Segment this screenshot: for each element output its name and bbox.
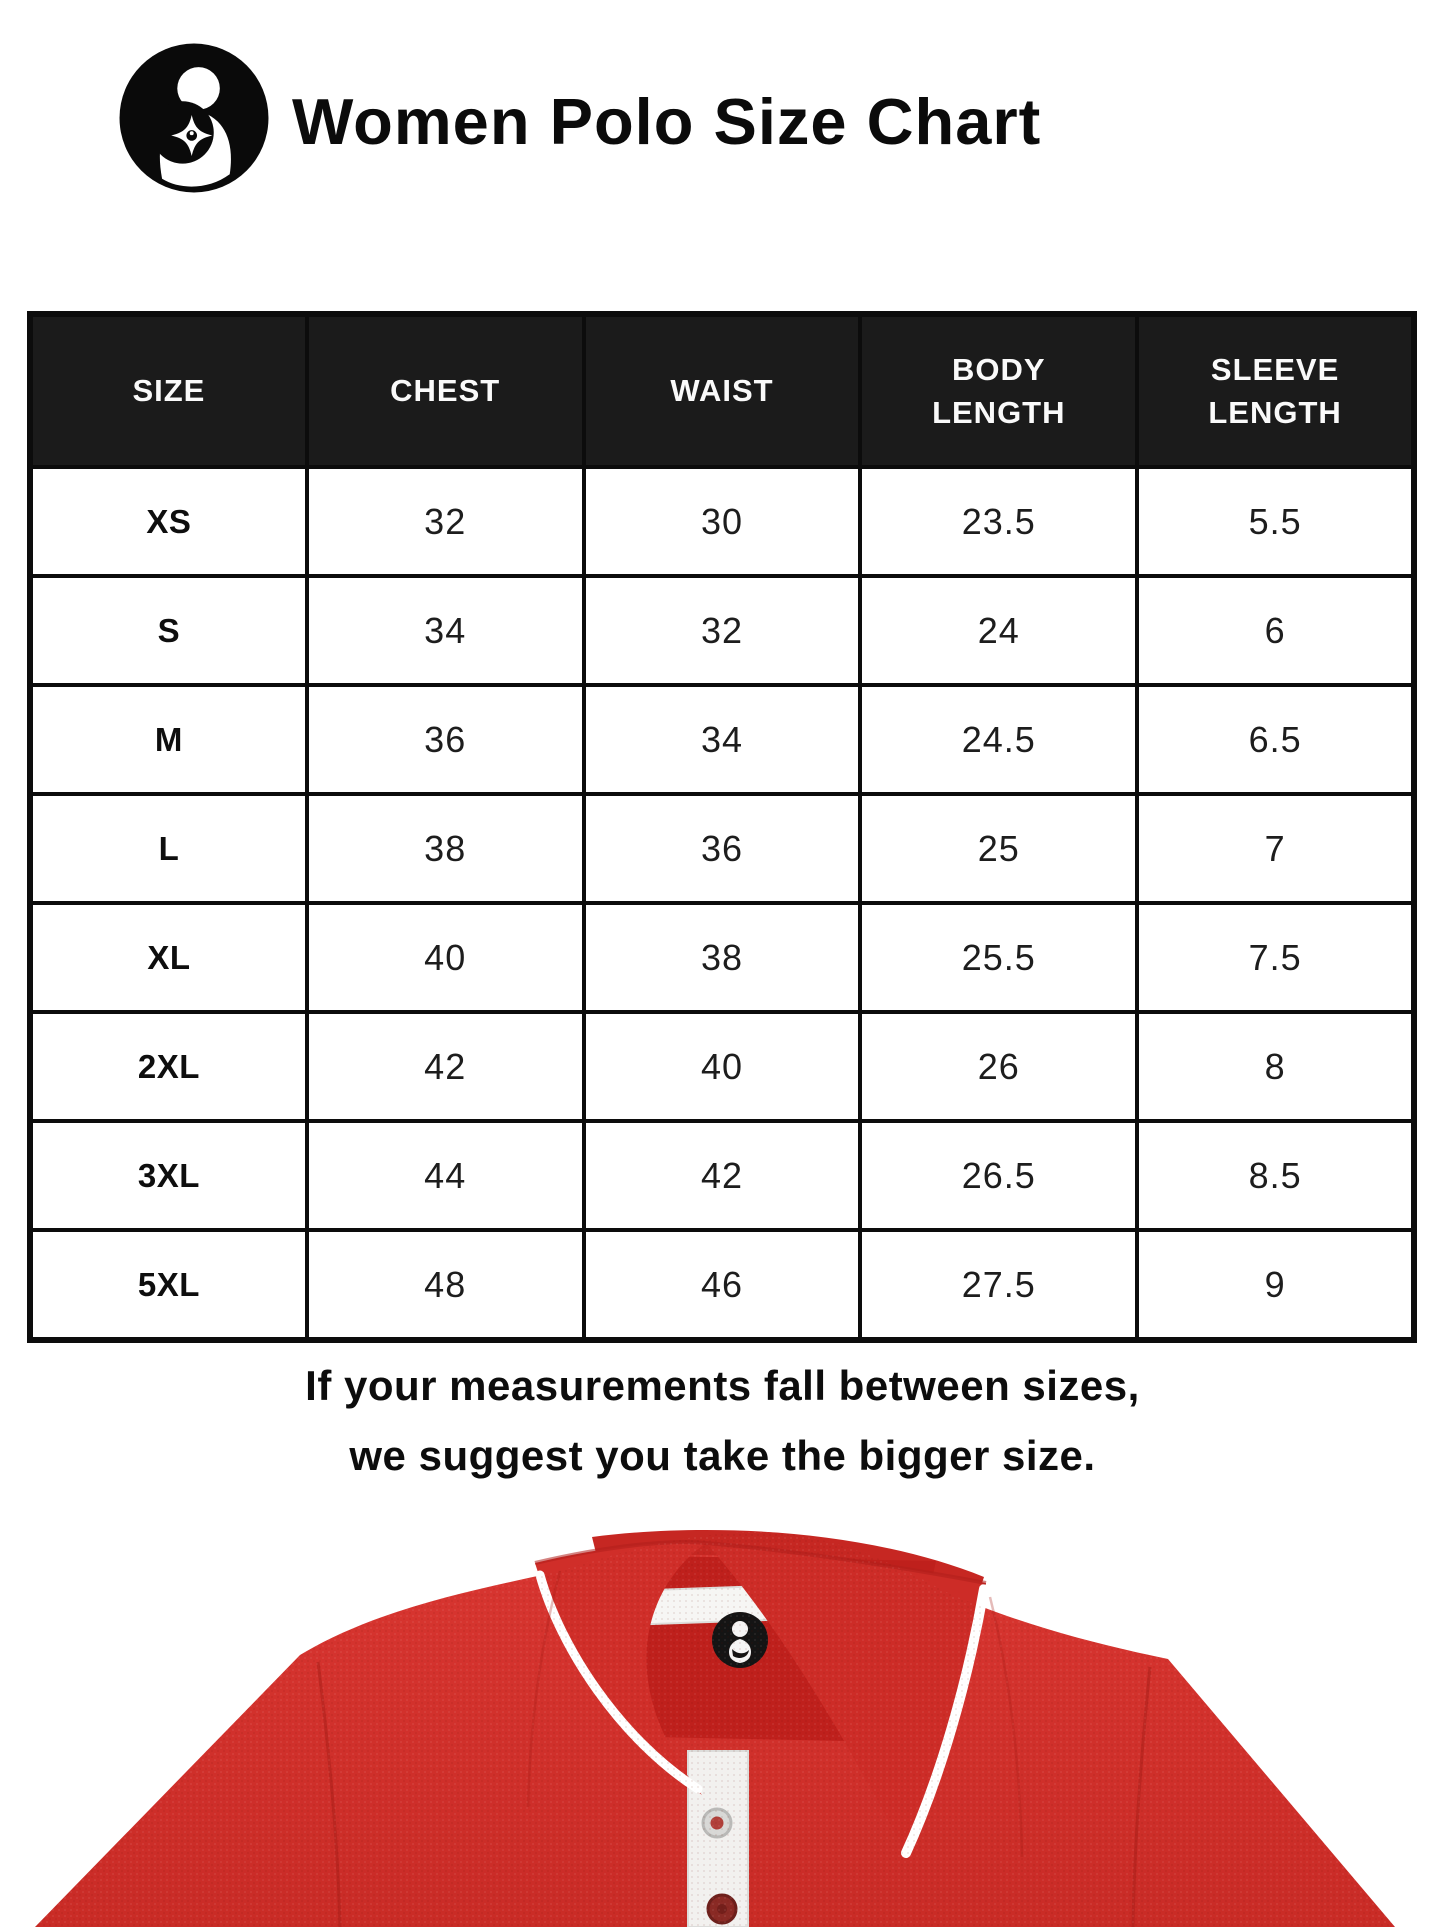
table-row-xs bbox=[30, 467, 1414, 576]
table-row-3xl bbox=[30, 1121, 1414, 1230]
table-row-l bbox=[30, 794, 1414, 903]
size-cell: 5XL bbox=[30, 1230, 307, 1340]
body-length-cell: 24 bbox=[860, 576, 1137, 685]
sleeve-length-cell: 5.5 bbox=[1137, 467, 1414, 576]
waist-cell: 38 bbox=[584, 903, 861, 1012]
chest-cell: 40 bbox=[307, 903, 584, 1012]
chest-cell: 48 bbox=[307, 1230, 584, 1340]
sleeve-length-cell: 9 bbox=[1137, 1230, 1414, 1340]
table-row-2xl bbox=[30, 1012, 1414, 1121]
body-length-cell: 25.5 bbox=[860, 903, 1137, 1012]
column-header-waist: WAIST bbox=[584, 314, 861, 467]
note-line-1: If your measurements fall between sizes, bbox=[305, 1362, 1140, 1409]
body-length-cell: 24.5 bbox=[860, 685, 1137, 794]
table-row-m bbox=[30, 685, 1414, 794]
chest-cell: 42 bbox=[307, 1012, 584, 1121]
sleeve-length-cell: 6 bbox=[1137, 576, 1414, 685]
table-row-5xl bbox=[30, 1230, 1414, 1340]
chest-cell: 34 bbox=[307, 576, 584, 685]
waist-cell: 32 bbox=[584, 576, 861, 685]
sizing-note bbox=[0, 1362, 1445, 1502]
table-header-row bbox=[30, 314, 1414, 467]
body-length-cell: 25 bbox=[860, 794, 1137, 903]
size-cell: 2XL bbox=[30, 1012, 307, 1121]
body-length-cell: 26 bbox=[860, 1012, 1137, 1121]
size-cell: L bbox=[30, 794, 307, 903]
table-row-s bbox=[30, 576, 1414, 685]
sleeve-length-cell: 8.5 bbox=[1137, 1121, 1414, 1230]
chest-cell: 38 bbox=[307, 794, 584, 903]
size-cell: M bbox=[30, 685, 307, 794]
sleeve-length-cell: 7.5 bbox=[1137, 903, 1414, 1012]
waist-cell: 42 bbox=[584, 1121, 861, 1230]
chest-cell: 32 bbox=[307, 467, 584, 576]
brand-logo-icon bbox=[118, 42, 270, 194]
body-length-cell: 23.5 bbox=[860, 467, 1137, 576]
page-title: Women Polo Size Chart bbox=[292, 85, 1042, 158]
mother-and-baby-icon bbox=[118, 42, 270, 194]
size-cell: 3XL bbox=[30, 1121, 307, 1230]
sleeve-length-cell: 8 bbox=[1137, 1012, 1414, 1121]
column-header-body-length: BODY LENGTH bbox=[860, 314, 1137, 467]
waist-cell: 34 bbox=[584, 685, 861, 794]
size-cell: S bbox=[30, 576, 307, 685]
polo-shirt-graphic bbox=[0, 1527, 1445, 1927]
note-line-2: we suggest you take the bigger size. bbox=[349, 1432, 1096, 1479]
waist-cell: 36 bbox=[584, 794, 861, 903]
chest-cell: 36 bbox=[307, 685, 584, 794]
table-row-xl bbox=[30, 903, 1414, 1012]
chest-cell: 44 bbox=[307, 1121, 584, 1230]
column-header-size: SIZE bbox=[30, 314, 307, 467]
column-header-sleeve-length: SLEEVE LENGTH bbox=[1137, 314, 1414, 467]
waist-cell: 46 bbox=[584, 1230, 861, 1340]
waist-cell: 30 bbox=[584, 467, 861, 576]
sleeve-length-cell: 7 bbox=[1137, 794, 1414, 903]
polo-shirt-image bbox=[0, 1527, 1445, 1927]
size-cell: XS bbox=[30, 467, 307, 576]
waist-cell: 40 bbox=[584, 1012, 861, 1121]
size-cell: XL bbox=[30, 903, 307, 1012]
polo-shirt-svg bbox=[0, 1527, 1445, 1927]
size-chart-table bbox=[27, 311, 1417, 1343]
body-length-cell: 27.5 bbox=[860, 1230, 1137, 1340]
body-length-cell: 26.5 bbox=[860, 1121, 1137, 1230]
column-header-chest: CHEST bbox=[307, 314, 584, 467]
sleeve-length-cell: 6.5 bbox=[1137, 685, 1414, 794]
